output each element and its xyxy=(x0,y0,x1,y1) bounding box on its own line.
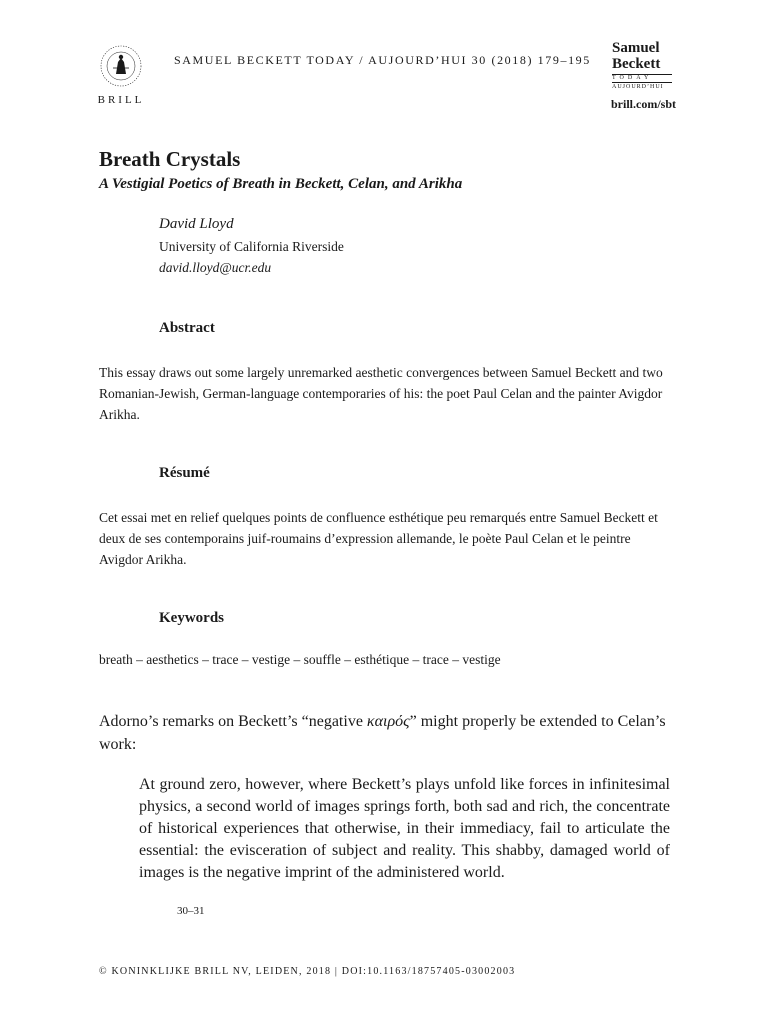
abstract-text: This essay draws out some largely unremarked aesthetic convergences between Samuel Beckett and two Romanian-Jewish, German-language contemporaries of his: the poet Paul Celan and the painter Avigdor Arikha. xyxy=(99,365,663,422)
body-intro-after: ” might properly be extended to Celan’s work: xyxy=(99,713,666,753)
body-paragraph xyxy=(99,710,674,756)
resume-text: Cet essai met en relief quelques points de confluence esthétique peu remarqués entre Samuel Beckett et deux de ses contemporains juif-roumains d’expression allemande, le poète Paul Celan et le peintre Avigdor Arikha. xyxy=(99,510,658,567)
publisher-wordmark: BRILL xyxy=(97,94,145,106)
quote-page-reference: 30–31 xyxy=(177,905,205,917)
abstract-heading: Abstract xyxy=(159,320,215,336)
author-affiliation: University of California Riverside xyxy=(159,239,344,254)
journal-logo-today: TODAY xyxy=(612,74,672,83)
publisher-logo xyxy=(96,44,146,110)
body-intro-greek: καιρός xyxy=(366,713,410,730)
article-title: Breath Crystals xyxy=(99,147,241,171)
block-quote: At ground zero, however, where Beckett’s plays unfold like forces in infinitesimal physics, a second world of images springs forth, both sad and rich, the concentrate of historical experiences that otherwise, in their immediacy, fail to articulate the essential: the evisceration of subject and reality. This shabby, damaged world of images is the negative imprint of the administered world. xyxy=(139,776,670,881)
author-email-link[interactable]: david.lloyd@ucr.edu xyxy=(159,260,272,275)
journal-url-link[interactable]: brill.com/sbt xyxy=(611,97,676,111)
journal-logo xyxy=(612,40,672,91)
resume-heading: Résumé xyxy=(159,465,210,481)
keywords-list: breath – aesthetics – trace – vestige – souffle – esthétique – trace – vestige xyxy=(99,652,501,667)
keywords-heading: Keywords xyxy=(159,610,224,626)
body-intro-before: Adorno’s remarks on Beckett’s “negative xyxy=(99,713,367,730)
journal-logo-beckett: Beckett xyxy=(612,56,661,72)
journal-citation-line: SAMUEL BECKETT TODAY / AUJOURD’HUI 30 (2018) 179–195 xyxy=(174,53,591,67)
article-subtitle: A Vestigial Poetics of Breath in Beckett, Celan, and Arikha xyxy=(99,176,463,192)
copyright-footer: © KONINKLIJKE BRILL NV, LEIDEN, 2018 | DOI:10.1163/18757405-03002003 xyxy=(99,966,516,977)
journal-logo-samuel: Samuel xyxy=(612,40,660,56)
author-name: David Lloyd xyxy=(159,216,234,232)
journal-logo-aujourdhui: AUJOURD’HUI xyxy=(612,84,664,90)
brill-seal-icon xyxy=(99,44,143,88)
